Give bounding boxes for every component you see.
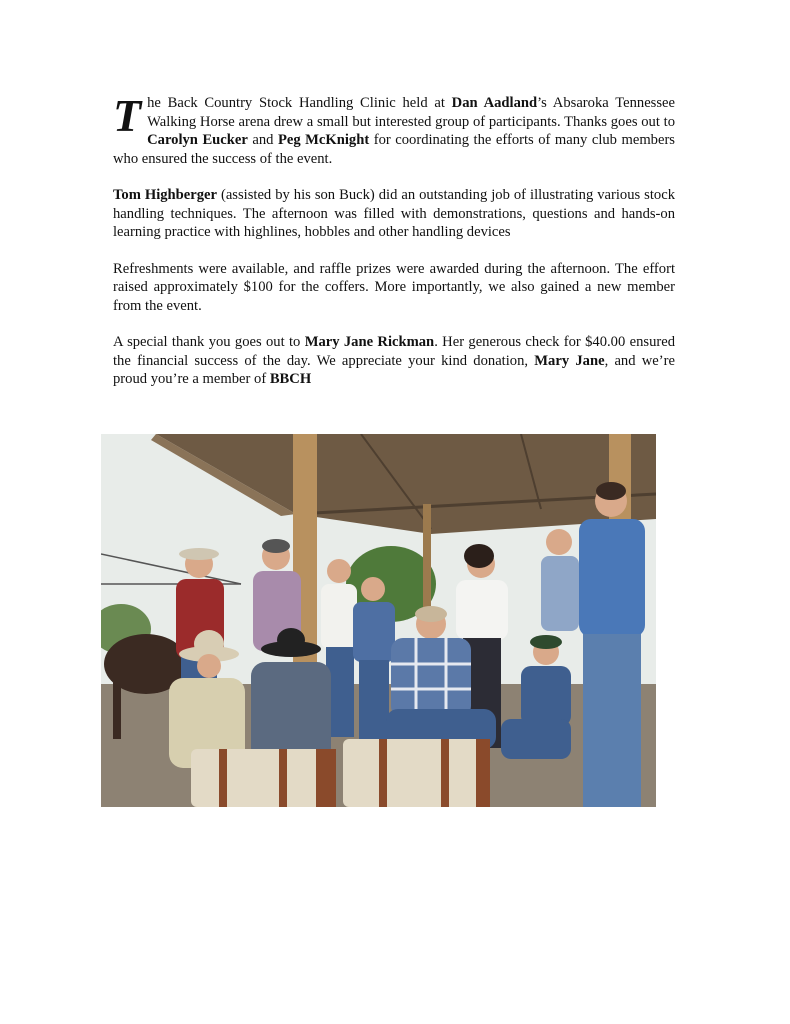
pannier-left xyxy=(191,749,336,807)
event-photo-illustration xyxy=(101,434,656,807)
name-tom-highberger: Tom Highberger xyxy=(113,187,217,203)
text-run: A special thank you goes out to xyxy=(113,334,305,350)
person-seated-black-hat xyxy=(251,628,331,762)
text-run: for coordinating the efforts of many club members who ensured the success of the event. xyxy=(113,132,675,167)
club-name-bbch: BBCH xyxy=(269,371,312,387)
name-carolyn-eucker: Carolyn Eucker xyxy=(147,132,248,148)
paragraph-intro xyxy=(113,90,675,168)
paragraph-thanks xyxy=(113,333,675,389)
pannier-right xyxy=(343,739,490,807)
barn-post xyxy=(423,504,431,614)
person-man-blue-shirt xyxy=(579,482,645,807)
horse-leg xyxy=(113,679,121,739)
text-run: (assisted by his son Buck) did an outstanding job of illustrating various stock handling techniques. The afternoon was filled with demonstrations, questions and hands-on learning practice with highlines, hobbles and other handling devices xyxy=(113,187,675,240)
text-run: . Her generous check for $40.00 ensured the financial success of the day. We appreciate your kind donation, xyxy=(113,334,675,369)
text-run: ’s Absaroka Tennessee Walking Horse arena drew a small but interested group of participants. Thanks goes out to xyxy=(147,95,675,130)
text-run: Refreshments were available, and raffle prizes were awarded during the afternoon. The effort raised approximately $100 for the coffers. More importantly, we also gained a new member from the event. xyxy=(113,260,675,314)
name-peg-mcknight: Peg McKnight xyxy=(277,132,370,148)
text-run: , and we’re proud you’re a member of xyxy=(113,352,675,387)
paragraph-instructor xyxy=(113,186,675,242)
name-dan-aadland: Dan Aadland xyxy=(451,95,538,111)
paragraph-refreshments xyxy=(113,260,675,316)
event-photo xyxy=(101,434,656,807)
drop-cap: T xyxy=(113,90,142,141)
name-mary-jane: Mary Jane xyxy=(534,352,605,369)
name-mary-jane-rickman: Mary Jane Rickman xyxy=(304,334,435,350)
article-text xyxy=(113,90,675,407)
text-run: and xyxy=(247,132,278,148)
text-run: he Back Country Stock Handling Clinic held at xyxy=(147,95,452,111)
